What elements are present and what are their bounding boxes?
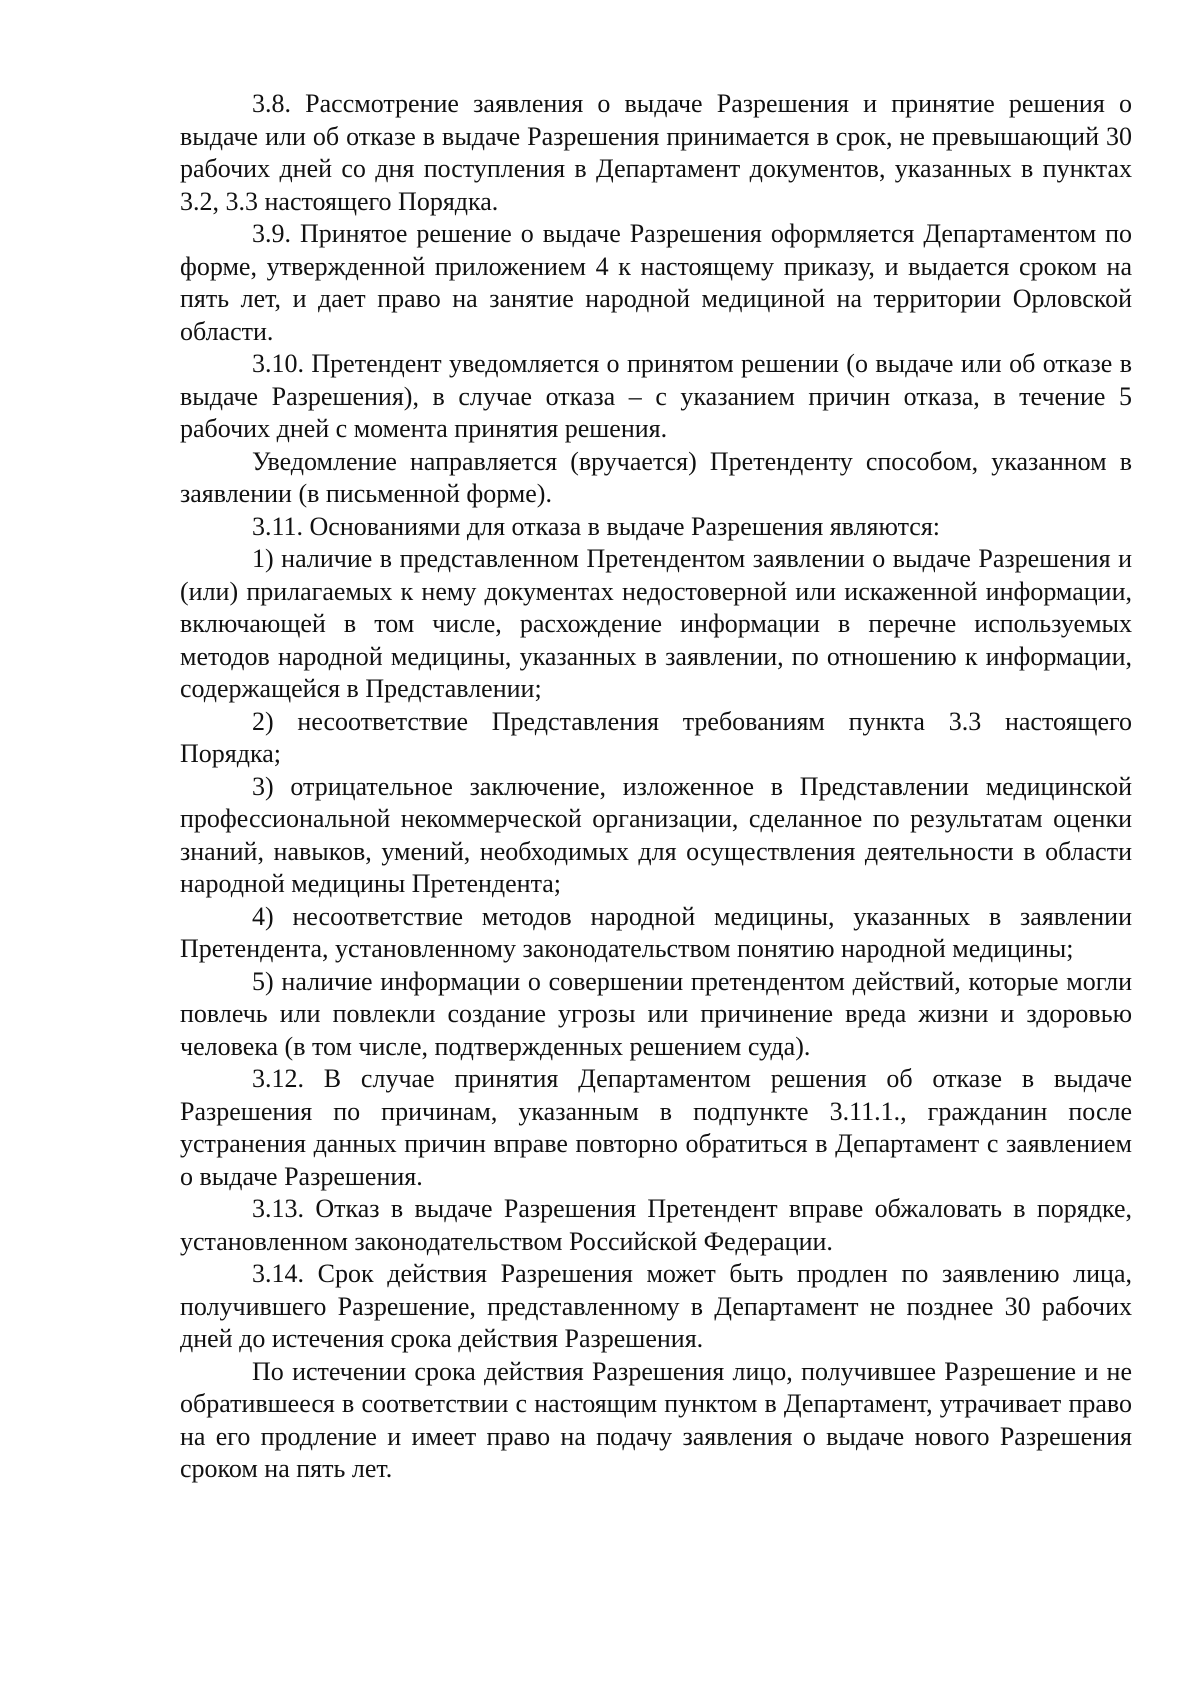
paragraph-3-13: 3.13. Отказ в выдаче Разрешения Претендент вправе обжаловать в порядке, установленном законодательством Российской Федерации. <box>180 1194 1132 1256</box>
paragraph-3-9: 3.9. Принятое решение о выдаче Разрешения оформляется Департаментом по форме, утвержденной приложением 4 к настоящему приказу, и выдается сроком на пять лет, и дает право на занятие народной медициной на территории Орловской области. <box>180 219 1132 346</box>
paragraph-3-8: 3.8. Рассмотрение заявления о выдаче Разрешения и принятие решения о выдаче или об отказе в выдаче Разрешения принимается в срок, не превышающий 30 рабочих дней со дня поступления в Департамент документов, указанных в пунктах 3.2, 3.3 настоящего Порядка. <box>180 89 1132 216</box>
paragraph-3-10: 3.10. Претендент уведомляется о принятом решении (о выдаче или об отказе в выдаче Разрешения), в случае отказа – с указанием причин отказа, в течение 5 рабочих дней с момента принятия решения. <box>180 349 1132 443</box>
document-page <box>180 88 1132 1486</box>
list-item-1: 1) наличие в представленном Претендентом заявлении о выдаче Разрешения и (или) прилагаемых к нему документах недостоверной или искаженной информации, включающей в том числе, расхождение информации в перечне используемых методов народной медицины, указанных в заявлении, по отношению к информации, содержащейся в Представлении; <box>180 544 1132 703</box>
list-item-4: 4) несоответствие методов народной медицины, указанных в заявлении Претендента, установленному законодательством понятию народной медицины; <box>180 901 1132 963</box>
list-item-2: 2) несоответствие Представления требованиям пункта 3.3 настоящего Порядка; <box>180 706 1132 768</box>
paragraph-3-11: 3.11. Основаниями для отказа в выдаче Разрешения являются: <box>252 511 940 541</box>
paragraph-expiry: По истечении срока действия Разрешения лицо, получившее Разрешение и не обратившееся в соответствии с настоящим пунктом в Департамент, утрачивает право на его продление и имеет право на подачу заявления о выдаче нового Разрешения сроком на пять лет. <box>180 1356 1132 1483</box>
paragraph-3-12: 3.12. В случае принятия Департаментом решения об отказе в выдаче Разрешения по причинам, указанным в подпункте 3.11.1., гражданин после устранения данных причин вправе повторно обратиться в Департамент с заявлением о выдаче Разрешения. <box>180 1064 1132 1191</box>
paragraph-notification: Уведомление направляется (вручается) Претенденту способом, указанном в заявлении (в письменной форме). <box>180 446 1132 508</box>
list-item-5: 5) наличие информации о совершении претендентом действий, которые могли повлечь или повлекли создание угрозы или причинение вреда жизни и здоровью человека (в том числе, подтвержденных решением суда). <box>180 966 1132 1061</box>
list-item-3: 3) отрицательное заключение, изложенное в Представлении медицинской профессиональной некоммерческой организации, сделанное по результатам оценки знаний, навыков, умений, необходимых для осуществления деятельности в области народной медицины Претендента; <box>180 771 1132 898</box>
paragraph-3-14: 3.14. Срок действия Разрешения может быть продлен по заявлению лица, получившего Разрешение, представленному в Департамент не позднее 30 рабочих дней до истечения срока действия Разрешения. <box>180 1259 1132 1353</box>
